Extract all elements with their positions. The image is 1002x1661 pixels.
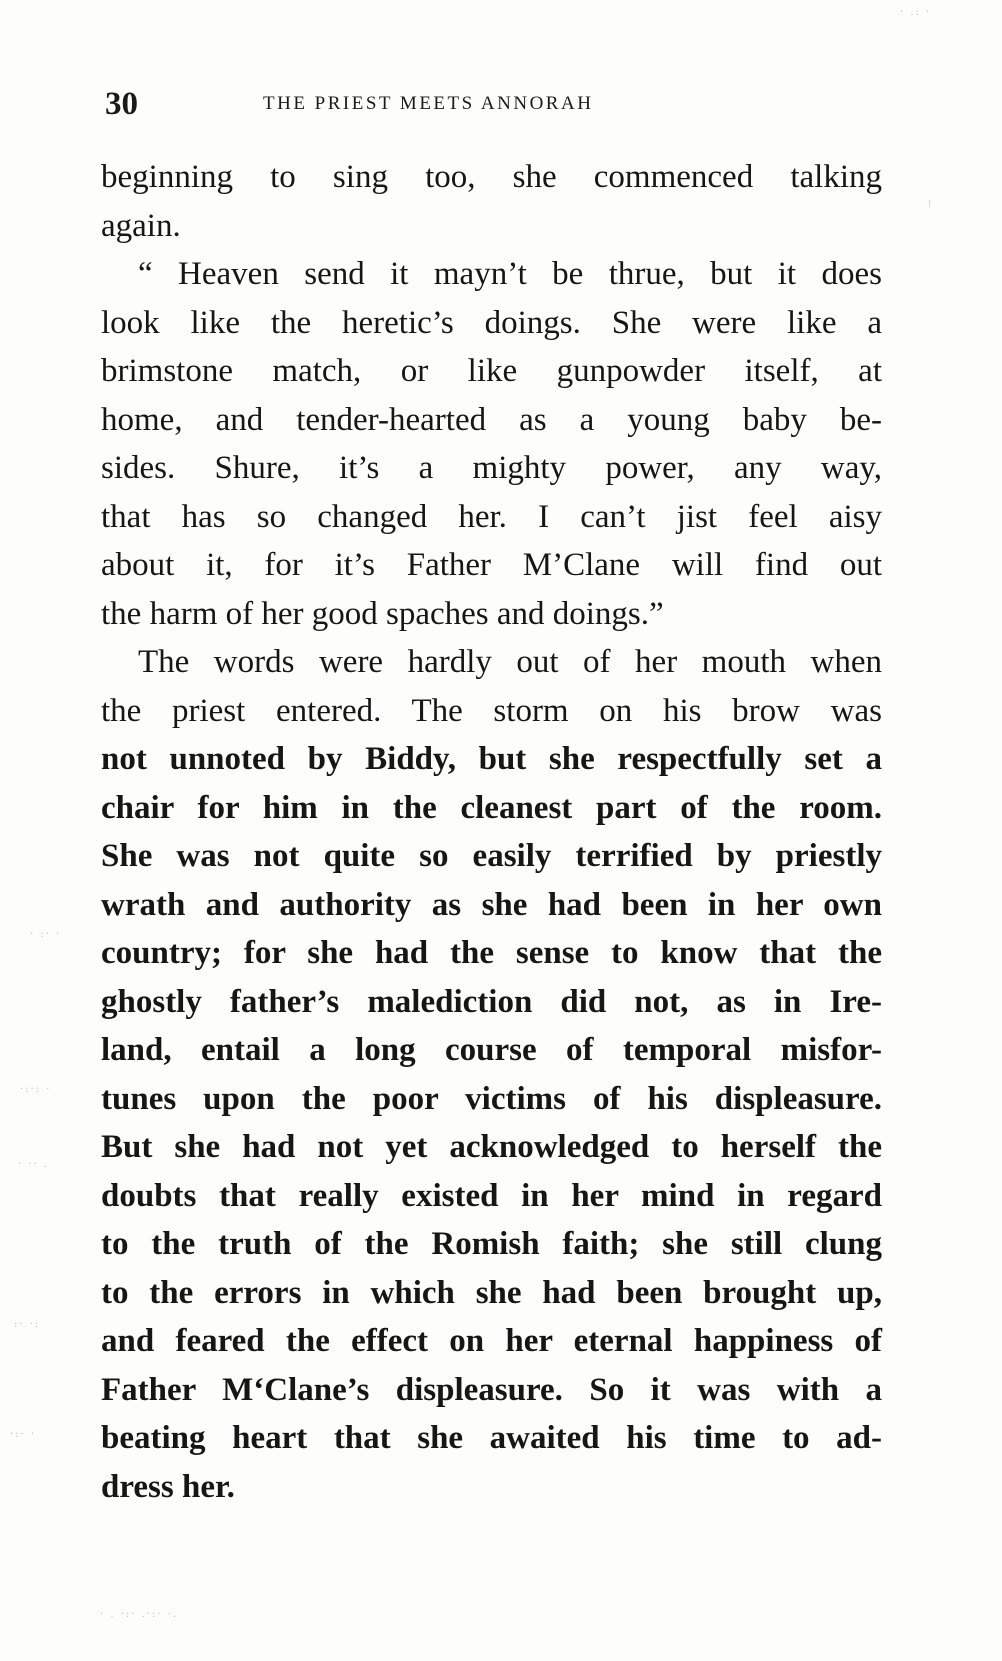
text-line: tunes upon the poor victims of his displeasure. [101,1080,882,1117]
text-line: to the errors in which she had been brought up, [101,1274,882,1311]
running-head [105,84,915,124]
text-line: dress her. [101,1468,235,1505]
text-line: doubts that really existed in her mind in regard [101,1177,882,1214]
text-line: ghostly father’s malediction did not, as in Ire- [101,983,882,1020]
text-line: The words were hardly out of her mouth when [138,644,882,680]
text-line: home, and tender-hearted as a young baby be- [101,401,882,438]
text-line: look like the heretic’s doings. She were like a [101,304,882,341]
text-line: country; for she had the sense to know that the [101,935,882,971]
page-number: 30 [105,86,138,122]
body-text [101,153,882,1511]
text-line: She was not quite so easily terrified by priestly [101,838,882,874]
text-line: wrath and authority as she had been in her own [101,886,882,923]
text-line: But she had not yet acknowledged to herself the [101,1129,882,1165]
text-line: again. [101,207,181,244]
text-line: and feared the effect on her eternal happiness of [101,1323,882,1359]
text-line: not unnoted by Biddy, but she respectfully set a [101,741,882,777]
scan-noise-margin-left-4: :· ·: [14,1319,41,1330]
text-line: the harm of her good spaches and doings.” [101,595,664,632]
scan-noise-bottom: · . ·:· .·:· ·. [100,1609,179,1620]
text-line: about it, for it’s Father M’Clane will find out [101,547,882,583]
text-line: sides. Shure, it’s a mighty power, any way, [101,450,882,486]
text-line: the priest entered. The storm on his brow was [101,692,882,729]
text-line: “ Heaven send it mayn’t be thrue, but it does [138,256,882,292]
text-line: Father M‘Clane’s displeasure. So it was with a [101,1371,882,1408]
text-line: to the truth of the Romish faith; she still clung [101,1226,882,1262]
text-line: chair for him in the cleanest part of the room. [101,789,882,826]
text-line: brimstone match, or like gunpowder itself, at [101,353,882,389]
text-line: that has so changed her. I can’t jist feel aisy [101,498,882,535]
text-line: beating heart that she awaited his time to ad- [101,1420,882,1456]
text-line: beginning to sing too, she commenced talking [101,159,882,195]
scan-noise-margin-right: ⁝ [928,199,934,210]
text-line: land, entail a long course of temporal misfor- [101,1032,882,1068]
scan-noise-margin-left-3: · ·· . [18,1159,50,1170]
running-head-title: THE PRIEST MEETS ANNORAH [263,93,594,114]
scan-noise-top-right: · .: · [900,7,932,18]
scan-noise-margin-left-1: · :· · [30,929,62,940]
scan-noise-margin-left-5: ·:· · [10,1429,37,1440]
scan-noise-margin-left-2: ·:·: · [20,1084,52,1095]
